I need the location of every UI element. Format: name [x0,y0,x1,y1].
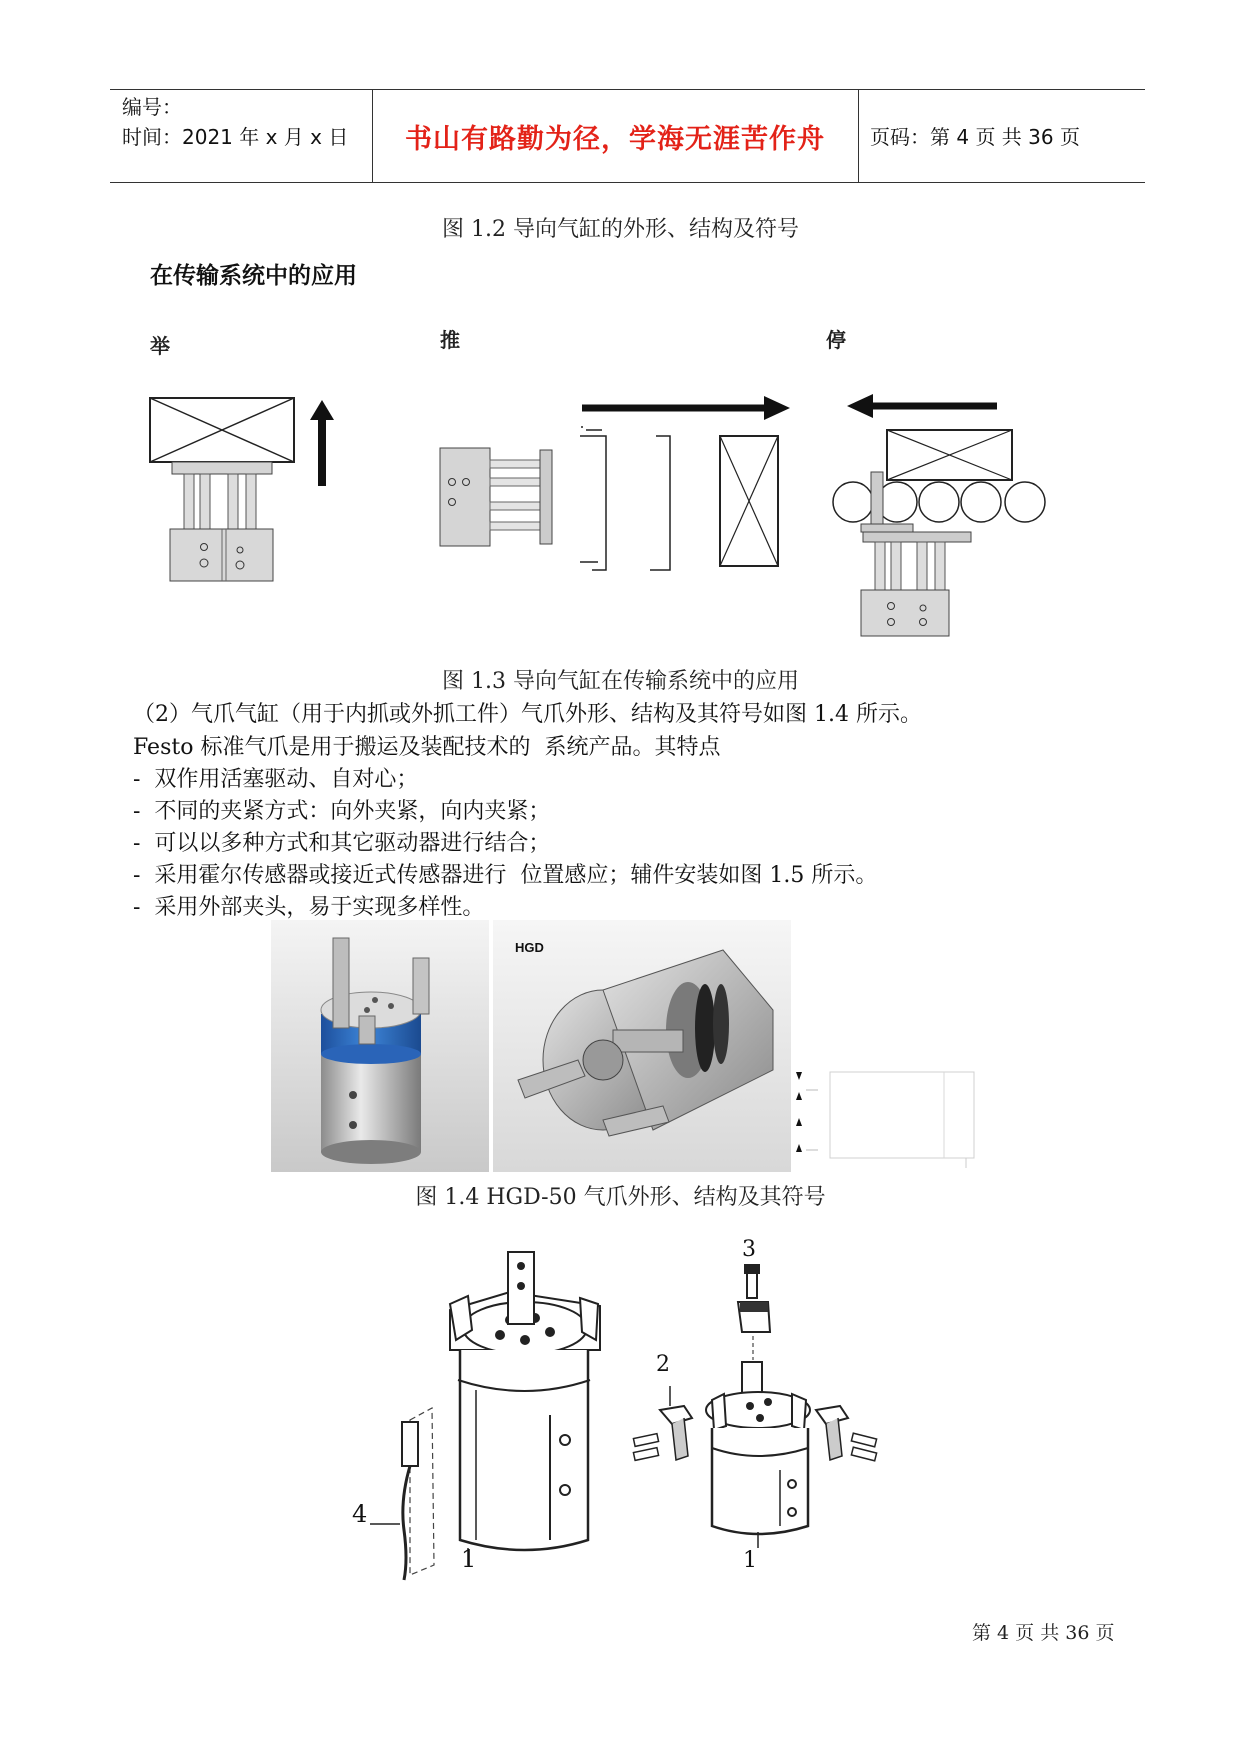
caption-fig-1-3: 图 1.3 导向气缸在传输系统中的应用 [442,669,799,694]
page-footer: 第 4 页 共 36 页 [972,1622,1115,1644]
label-lift: 举 [150,334,170,358]
bullet-sensor: - 采用霍尔传感器或接近式传感器进行 位置感应；辅件安装如图 1.5 所示。 [133,863,878,888]
header-bottom-rule [110,182,1145,183]
header-divider-right [858,89,859,182]
assembly-diagram-left [360,1240,640,1590]
callout-1-left: 1 [461,1545,477,1573]
gripper-photo [271,920,489,1172]
caption-fig-1-4: 图 1.4 HGD-50 气爪外形、结构及其符号 [415,1185,826,1210]
callout-4: 4 [352,1500,368,1528]
paragraph-gripper-intro: （2）气爪气缸（用于内抓或外抓工件）气爪外形、结构及其符号如图 1.4 所示。 [133,702,922,727]
callout-1-right: 1 [743,1548,757,1573]
bullet-clamping: - 不同的夹紧方式：向外夹紧，向内夹紧； [133,799,551,824]
header-motto: 书山有路勤为径，学海无涯苦作舟 [405,123,825,155]
header-meta [122,92,348,152]
header-page-number: 页码：第 4 页 共 36 页 [870,125,1080,149]
label-push: 推 [440,328,460,352]
stop-diagram [825,390,1065,640]
assembly-diagram-right [620,1250,900,1550]
header-number: 编号： [122,95,182,119]
bullet-combination: - 可以以多种方式和其它驱动器进行结合； [133,831,551,856]
paragraph-festo: Festo 标准气爪是用于搬运及装配技术的 系统产品。其特点 [133,735,721,760]
bullet-external-jaws: - 采用外部夹头，易于实现多样性。 [133,895,485,920]
gripper-cutaway [493,920,791,1172]
label-stop: 停 [826,328,846,352]
gripper-symbol [790,1060,980,1172]
callout-3: 3 [742,1237,756,1262]
lift-diagram [140,390,350,590]
application-title: 在传输系统中的应用 [150,263,357,289]
callout-2: 2 [656,1352,670,1377]
push-diagram [430,390,810,590]
caption-fig-1-2: 图 1.2 导向气缸的外形、结构及符号 [442,217,799,242]
hgd-label: HGD [515,940,544,955]
header-time: 时间：2021 年 x 月 x 日 [122,125,349,149]
bullet-double-acting: - 双作用活塞驱动、自对心； [133,767,419,792]
